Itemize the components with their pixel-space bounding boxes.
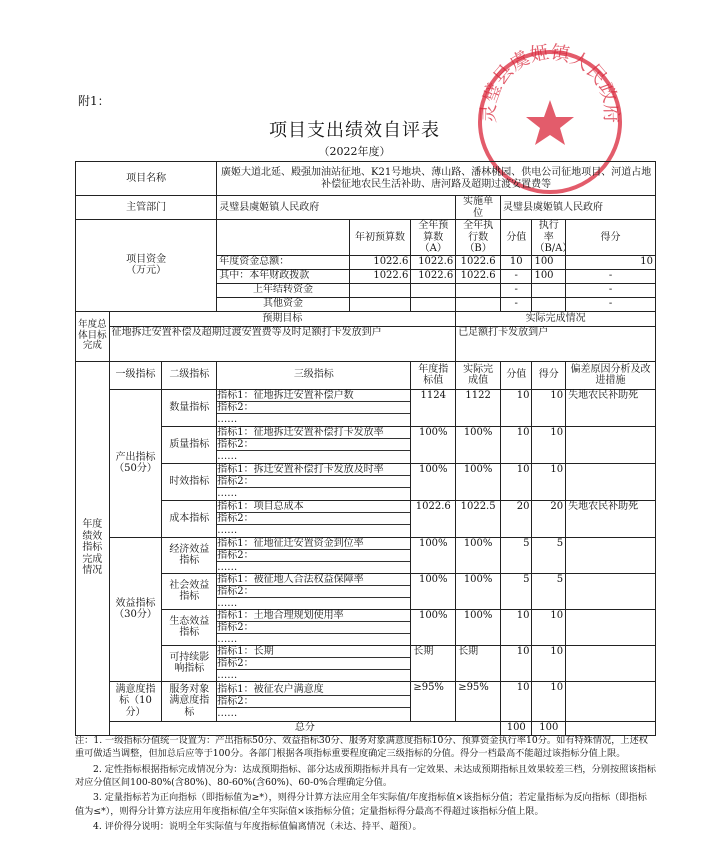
deviation-value: 失地农民补助死 [566,389,656,426]
effect-label: 效益指标（30分） [109,537,162,681]
header-target: 年度指标值 [411,361,456,389]
indicator-2: 指标2： [217,696,410,708]
indicator-header-row [76,361,656,389]
dept-value: 灵璧县虞姬镇人民政府 [217,196,456,220]
funds-score: - [501,297,532,311]
score-value: 5 [501,573,532,609]
funds-executed [456,283,501,297]
funds-executed: 1022.6 [456,255,501,269]
points-value: 10 [532,426,566,463]
target-value: 1124 [411,389,456,426]
indicator-1: 指标1：被征地人合法权益保障率 [217,574,410,586]
actual-value: 100% [456,609,501,645]
indicator-row-ecological [76,609,656,645]
output-label: 产出指标（50分） [109,389,162,537]
actual-value: 100% [456,463,501,500]
deviation-value [566,609,656,645]
goals-content-row [76,326,656,361]
l2-label: 时效指标 [162,463,217,500]
indicator-row-quantity [76,389,656,426]
funds-points: - [566,283,656,297]
l2-label: 社会效益指标 [162,573,217,609]
indicator-row-service [76,681,656,721]
notes [75,734,656,835]
indicator-more: …… [217,488,238,499]
indicator-more: …… [217,451,238,462]
indicator-more: …… [217,561,238,573]
funds-annual: 1022.6 [411,255,456,269]
points-value: 5 [532,573,566,609]
target-value: 100% [411,463,456,500]
satisfaction-label: 满意度指标（10分） [109,681,162,721]
points-value: 5 [532,537,566,573]
indicator-row-sustainable [76,645,656,681]
points-value: 10 [532,389,566,426]
score-value: 10 [501,426,532,463]
funds-rate: 100 [532,269,566,283]
indicator-more: …… [217,525,238,536]
funds-rate [532,297,566,311]
goals-label: 年度总体目标完成 [76,311,110,361]
target-value: 100% [411,609,456,645]
actual-value: ≥95% [456,681,501,721]
indicator-row-cost [76,500,656,537]
header-l3: 三级指标 [217,361,411,389]
funds-row-label: 年度资金总额： [217,255,349,269]
goals-actual: 已足额打卡发放到户 [456,326,656,361]
actual-value: 1122 [456,389,501,426]
points-value: 20 [532,500,566,537]
score-value: 5 [501,537,532,573]
page-title: 项目支出绩效自评表 [269,120,440,141]
l2-label: 服务对象满意度指标 [162,681,217,721]
total-row [76,721,656,735]
indicator-more: …… [217,707,238,719]
indicator-1: 指标1：拆迁安置补偿打卡发放及时率 [217,464,410,476]
funds-header-rate: 执行率 （B/A） [532,220,566,256]
l2-label: 数量指标 [162,389,217,426]
actual-value: 100% [456,573,501,609]
impl-value: 灵璧县虞姬镇人民政府 [501,196,656,220]
header-l1: 一级指标 [109,361,162,389]
funds-label: 项目资金 （万元） [76,220,217,312]
funds-score: - [501,283,532,297]
target-value: 1022.6 [411,500,456,537]
funds-header-points: 得分 [566,220,656,256]
goals-actual-header: 实际完成情况 [456,311,656,326]
funds-annual: 1022.6 [411,269,456,283]
l2-label: 可持续影响指标 [162,645,217,681]
header-actual: 实际完成值 [456,361,501,389]
annex-label: 附1： [78,94,110,108]
indicator-2: 指标2： [217,513,410,525]
indicator-1: 指标1：征地拆迁安置补偿打卡发放率 [217,427,410,439]
points-value: 10 [532,463,566,500]
note-3: 3. 定量指标若为正向指标（即指标值为≥*），则得分计算方法应用全年实际值/年度指标值×该指标分值；若定量指标为反向指标（即指标值为≤*），则得分计算方法应用年度指标值/全年实际值×该指标分值；定量指标得分最高不得超过该指标分值上限。 [75,792,647,817]
funds-initial [349,283,411,297]
indicator-1: 指标1：长期 [217,646,410,658]
score-value: 20 [501,500,532,537]
score-value: 10 [501,645,532,681]
goals-expected: 征地拆迁安置补偿及超期过渡安置费等及时足额打卡发放到户 [109,326,456,361]
indicator-2: 指标2： [217,586,410,598]
indicator-2: 指标2： [217,658,410,670]
header-deviation: 偏差原因分析及改进措施 [566,361,656,389]
indicator-2: 指标2： [217,550,410,562]
funds-executed: 1022.6 [456,269,501,283]
points-value: 10 [532,609,566,645]
target-value: 100% [411,537,456,573]
indicator-2: 指标2： [217,622,410,634]
header-l2: 二级指标 [162,361,217,389]
indicator-more: …… [217,597,238,609]
indicator-1: 指标1：项目总成本 [217,501,410,513]
project-name-label: 项目名称 [76,162,217,196]
funds-header-initial: 年初预算数 [349,220,411,256]
note-1: 注：1. 一级指标分值统一设置为：产出指标50分、效益指标30分、服务对象满意度指标10分、预算资金执行率10分。如有特殊情况，上述权重可做适当调整，但加总后应等于100分。各部门根据各项指标重要程度确定三级指标的分值。得分一档最高不能超过该指标分值上限。 [75,735,648,760]
project-name-row [76,162,656,196]
svg-text:灵璧县虞姬镇人民政府: 灵璧县虞姬镇人民政府 [477,42,623,124]
funds-initial [349,297,411,311]
indicator-1: 指标1：征地征迁安置资金到位率 [217,538,410,550]
indicator-1: 指标1：征地拆迁安置补偿户数 [217,390,410,402]
score-value: 10 [501,389,532,426]
funds-header-row [76,220,656,256]
deviation-value [566,463,656,500]
indicators-side-label: 年度绩效指标完成情况 [76,361,110,735]
indicator-row-timeliness [76,463,656,500]
points-value: 10 [532,645,566,681]
l2-label: 生态效益指标 [162,609,217,645]
funds-annual [411,297,456,311]
note-2: 2. 定性指标根据指标完成情况分为：达成预期指标、部分达成预期指标并具有一定效果、未达成预期指标且效果较差三档，分别按照该指标对应分值区间100-80%(含80%)、80-60%(含60%)、60-0%合理确定分值。 [75,763,656,789]
goals-expected-header: 预期目标 [109,311,456,326]
indicator-row-economic [76,537,656,573]
funds-header-score: 分值 [501,220,532,256]
funds-score: 10 [501,255,532,269]
funds-row-label: 上年结转资金 [217,283,349,297]
funds-executed [456,297,501,311]
funds-points: 10 [566,255,656,269]
note-4: 4. 评价得分说明：说明全年实际值与年度指标值偏离情况（未达、持平、超预）。 [93,821,422,833]
funds-initial: 1022.6 [349,255,411,269]
target-value: ≥95% [411,681,456,721]
indicator-more: …… [217,414,238,425]
project-name-value: 廣姬大道北延、殿强加油站征地、K21号地块、薄山路、潘林桃园、供电公司征地项目、河道占地补偿征地农民生活补助、唐河路及超期过渡安置费等 [217,162,656,196]
target-value: 100% [411,573,456,609]
deviation-value: 失地农民补助死 [566,500,656,537]
indicator-more: …… [217,633,238,645]
funds-points: - [566,269,656,283]
impl-label: 实施单位 [456,196,501,220]
actual-value: 100% [456,426,501,463]
score-value: 10 [501,463,532,500]
actual-value: 100% [456,537,501,573]
indicator-2: 指标2： [217,476,410,488]
points-value: 10 [532,681,566,721]
funds-initial: 1022.6 [349,269,411,283]
header-points: 得分 [532,361,566,389]
header-score: 分值 [501,361,532,389]
funds-annual [411,283,456,297]
indicator-2: 指标2： [217,402,410,414]
indicator-row-quality [76,426,656,463]
deviation-value [566,426,656,463]
l2-label: 成本指标 [162,500,217,537]
total-points: 100 [532,721,566,735]
year-label: （2022年度） [318,145,391,158]
actual-value: 长期 [456,645,501,681]
score-value: 10 [501,609,532,645]
dept-label: 主管部门 [76,196,217,220]
l2-label: 质量指标 [162,426,217,463]
funds-header-annual: 全年预算数 （A） [411,220,456,256]
actual-value: 1022.5 [456,500,501,537]
indicator-row-social [76,573,656,609]
funds-rate [532,283,566,297]
funds-points: - [566,297,656,311]
deviation-value [566,681,656,721]
target-value: 长期 [411,645,456,681]
evaluation-table [75,161,656,736]
total-label: 总分 [109,721,500,735]
indicator-2: 指标2： [217,439,410,451]
department-row [76,196,656,220]
goals-header-row [76,311,656,326]
total-score: 100 [501,721,532,735]
deviation-value [566,645,656,681]
indicator-1: 指标1：土地合理规划使用率 [217,610,410,622]
target-value: 100% [411,426,456,463]
funds-row-label: 其他资金 [217,297,349,311]
funds-score: - [501,269,532,283]
funds-header-executed: 全年执行数 （B） [456,220,501,256]
indicator-more: …… [217,669,238,681]
funds-rate: 100 [532,255,566,269]
funds-row-label: 其中：本年财政拨款 [217,269,349,283]
l2-label: 经济效益指标 [162,537,217,573]
indicator-1: 指标1：被征农户满意度 [217,684,410,696]
deviation-value [566,573,656,609]
deviation-value [566,537,656,573]
score-value: 10 [501,681,532,721]
